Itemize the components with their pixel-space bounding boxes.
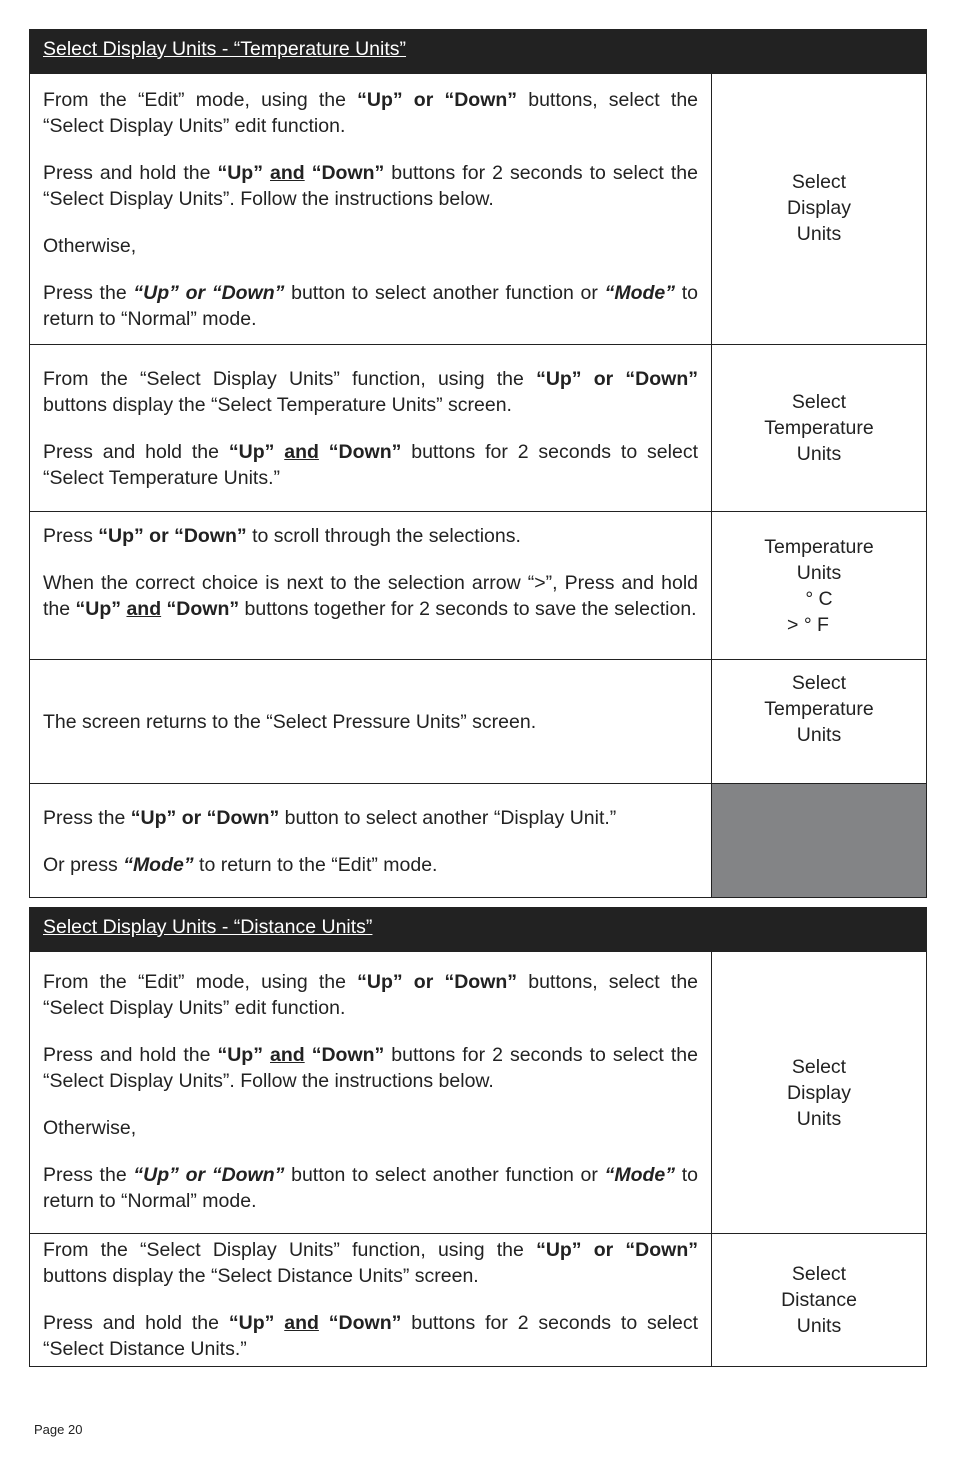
paragraph: The screen returns to the “Select Pressure Units” screen. — [43, 710, 537, 733]
section-header: Select Display Units - “Distance Units” — [30, 908, 926, 952]
instruction-row — [30, 659, 926, 783]
display-screen: Select Temperature Units — [764, 672, 874, 746]
paragraph: Otherwise, — [43, 1117, 137, 1139]
instruction-text — [30, 952, 712, 1233]
paragraph: Press and hold the “Up” and “Down” buttons for 2 seconds to select “Select Distance Units.” — [43, 1312, 698, 1360]
temperature-units-table — [29, 29, 927, 898]
paragraph: Press the “Up” or “Down” button to select another function or “Mode” to return to “Normal” mode. — [43, 282, 698, 330]
paragraph: Press the “Up” or “Down” button to select another “Display Unit.” — [43, 807, 617, 829]
paragraph: Press and hold the “Up” and “Down” buttons for 2 seconds to select the “Select Display Units”. Follow the instructions below. — [43, 1044, 698, 1092]
instruction-row — [30, 952, 926, 1233]
instruction-row — [30, 1233, 926, 1366]
instruction-text — [30, 660, 712, 783]
section-header: Select Display Units - “Temperature Units” — [30, 30, 926, 74]
paragraph: Press “Up” or “Down” to scroll through the selections. — [43, 525, 521, 547]
display-screen: Select Display Units — [787, 171, 851, 245]
instruction-row — [30, 783, 926, 897]
instruction-text — [30, 512, 712, 659]
display-screen: Temperature Units ° C > ° F — [764, 535, 874, 636]
instruction-text — [30, 74, 712, 344]
instruction-text — [30, 1234, 712, 1366]
distance-units-table — [29, 907, 927, 1367]
instruction-text — [30, 345, 712, 511]
display-screen: Select Temperature Units — [764, 391, 874, 465]
display-screen: Select Distance Units — [781, 1263, 857, 1337]
paragraph: Press and hold the “Up” and “Down” buttons for 2 seconds to select the “Select Display Units”. Follow the instructions below. — [43, 162, 698, 210]
paragraph: From the “Select Display Units” function, using the “Up” or “Down” buttons display the “Select Temperature Units” screen. — [43, 368, 698, 416]
instruction-row — [30, 511, 926, 659]
paragraph: When the correct choice is next to the selection arrow “>”, Press and hold the “Up” and “Down” buttons together for 2 seconds to save the selection. — [43, 572, 698, 620]
paragraph: From the “Edit” mode, using the “Up” or “Down” buttons, select the “Select Display Units” edit function. — [43, 89, 699, 137]
instruction-row — [30, 344, 926, 511]
paragraph: Press the “Up” or “Down” button to select another function or “Mode” to return to “Normal” mode. — [43, 1164, 698, 1212]
paragraph: Press and hold the “Up” and “Down” buttons for 2 seconds to select “Select Temperature Units.” — [43, 441, 698, 489]
paragraph: From the “Select Display Units” function, using the “Up” or “Down” buttons display the “Select Distance Units” screen. — [43, 1239, 698, 1287]
paragraph: Otherwise, — [43, 235, 137, 257]
paragraph: From the “Edit” mode, using the “Up” or “Down” buttons, select the “Select Display Units” edit function. — [43, 971, 699, 1019]
instruction-text — [30, 784, 712, 897]
instruction-row — [30, 74, 926, 344]
display-screen: Select Display Units — [787, 1055, 851, 1130]
blank-display — [712, 784, 926, 897]
page-number: Page 20 — [34, 1422, 83, 1437]
paragraph: Or press “Mode” to return to the “Edit” mode. — [43, 854, 438, 876]
